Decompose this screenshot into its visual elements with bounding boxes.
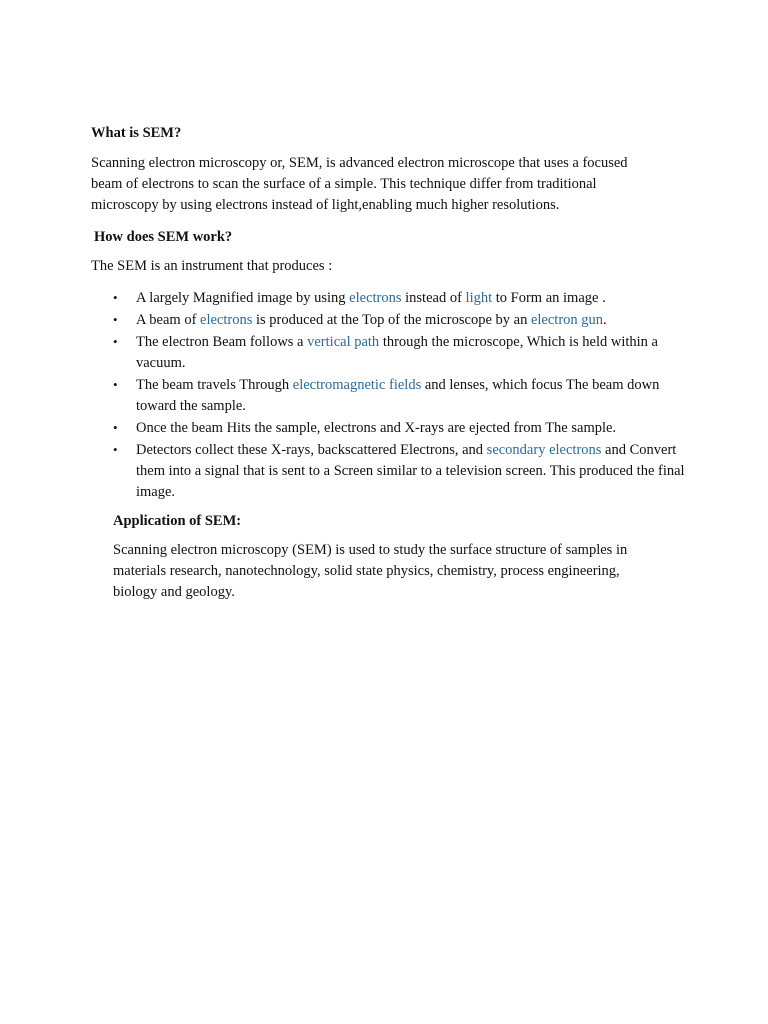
bullet-text: Detectors collect these X-rays, backscattered Electrons, and <box>136 442 487 459</box>
bullet-dot: • <box>113 442 118 458</box>
bullet-dot: • <box>113 334 118 350</box>
link-electrons[interactable]: electrons <box>200 312 253 329</box>
paragraph-sem-intro: The SEM is an instrument that produces : <box>91 258 333 274</box>
bullet-text: instead of <box>401 290 466 306</box>
heading-how-does-sem-work: How does SEM work? <box>94 229 233 245</box>
link-secondary-electrons[interactable]: secondary electrons <box>486 442 602 459</box>
bullet-text: The electron Beam follows a <box>136 334 308 351</box>
bullet-text: The beam travels Through <box>136 377 293 394</box>
bullet-dot: • <box>113 377 118 393</box>
bullet-dot: • <box>113 312 118 328</box>
heading-application-of-sem: Application of SEM: <box>113 513 242 529</box>
link-electromagnetic-fields[interactable]: electromagnetic fields <box>292 377 422 394</box>
sem-bullet-list <box>113 288 693 504</box>
bullet-dot: • <box>113 290 118 305</box>
bullet-text: through the microscope, Which is held within a vacuum. <box>136 334 658 371</box>
bullet-text: A largely Magnified image by using <box>136 290 350 306</box>
bullet-text: to Form an image . <box>492 290 606 306</box>
bullet-text: is produced at the Top of the microscope by an <box>252 312 531 329</box>
link-vertical-path[interactable]: vertical path <box>307 334 380 351</box>
bullet-text: . <box>603 312 607 329</box>
list-item <box>113 440 693 502</box>
list-item <box>113 418 693 439</box>
list-item <box>113 288 693 309</box>
bullet-dot: • <box>113 419 118 435</box>
link-electron-gun[interactable]: electron gun <box>530 312 604 329</box>
paragraph-application-of-sem: Scanning electron microscopy (SEM) is used to study the surface structure of samples in materials research, nanotechnology, solid state physics, chemistry, process engineering, biology and geology. <box>113 542 628 600</box>
bullet-text: Once the beam Hits the sample, electrons and X-rays are ejected from The sample. <box>136 419 617 436</box>
heading-what-is-sem: What is SEM? <box>91 125 182 141</box>
list-item <box>113 310 693 331</box>
list-item <box>113 375 693 417</box>
paragraph-what-is-sem: Scanning electron microscopy or, SEM, is advanced electron microscope that uses a focused beam of electrons to scan the surface of a simple. This technique differ from traditional microscopy by using electrons instead of light,enabling much higher resolutions. <box>91 155 628 213</box>
bullet-text: and lenses, which focus The beam down toward the sample. <box>136 377 660 414</box>
bullet-text: A beam of <box>136 312 201 329</box>
list-item <box>113 332 693 374</box>
link-light[interactable]: light <box>465 290 493 306</box>
bullet-text: and Convert them into a signal that is sent to a Screen similar to a television screen. This produced the final image. <box>136 442 685 500</box>
link-electrons[interactable]: electrons <box>349 290 402 306</box>
